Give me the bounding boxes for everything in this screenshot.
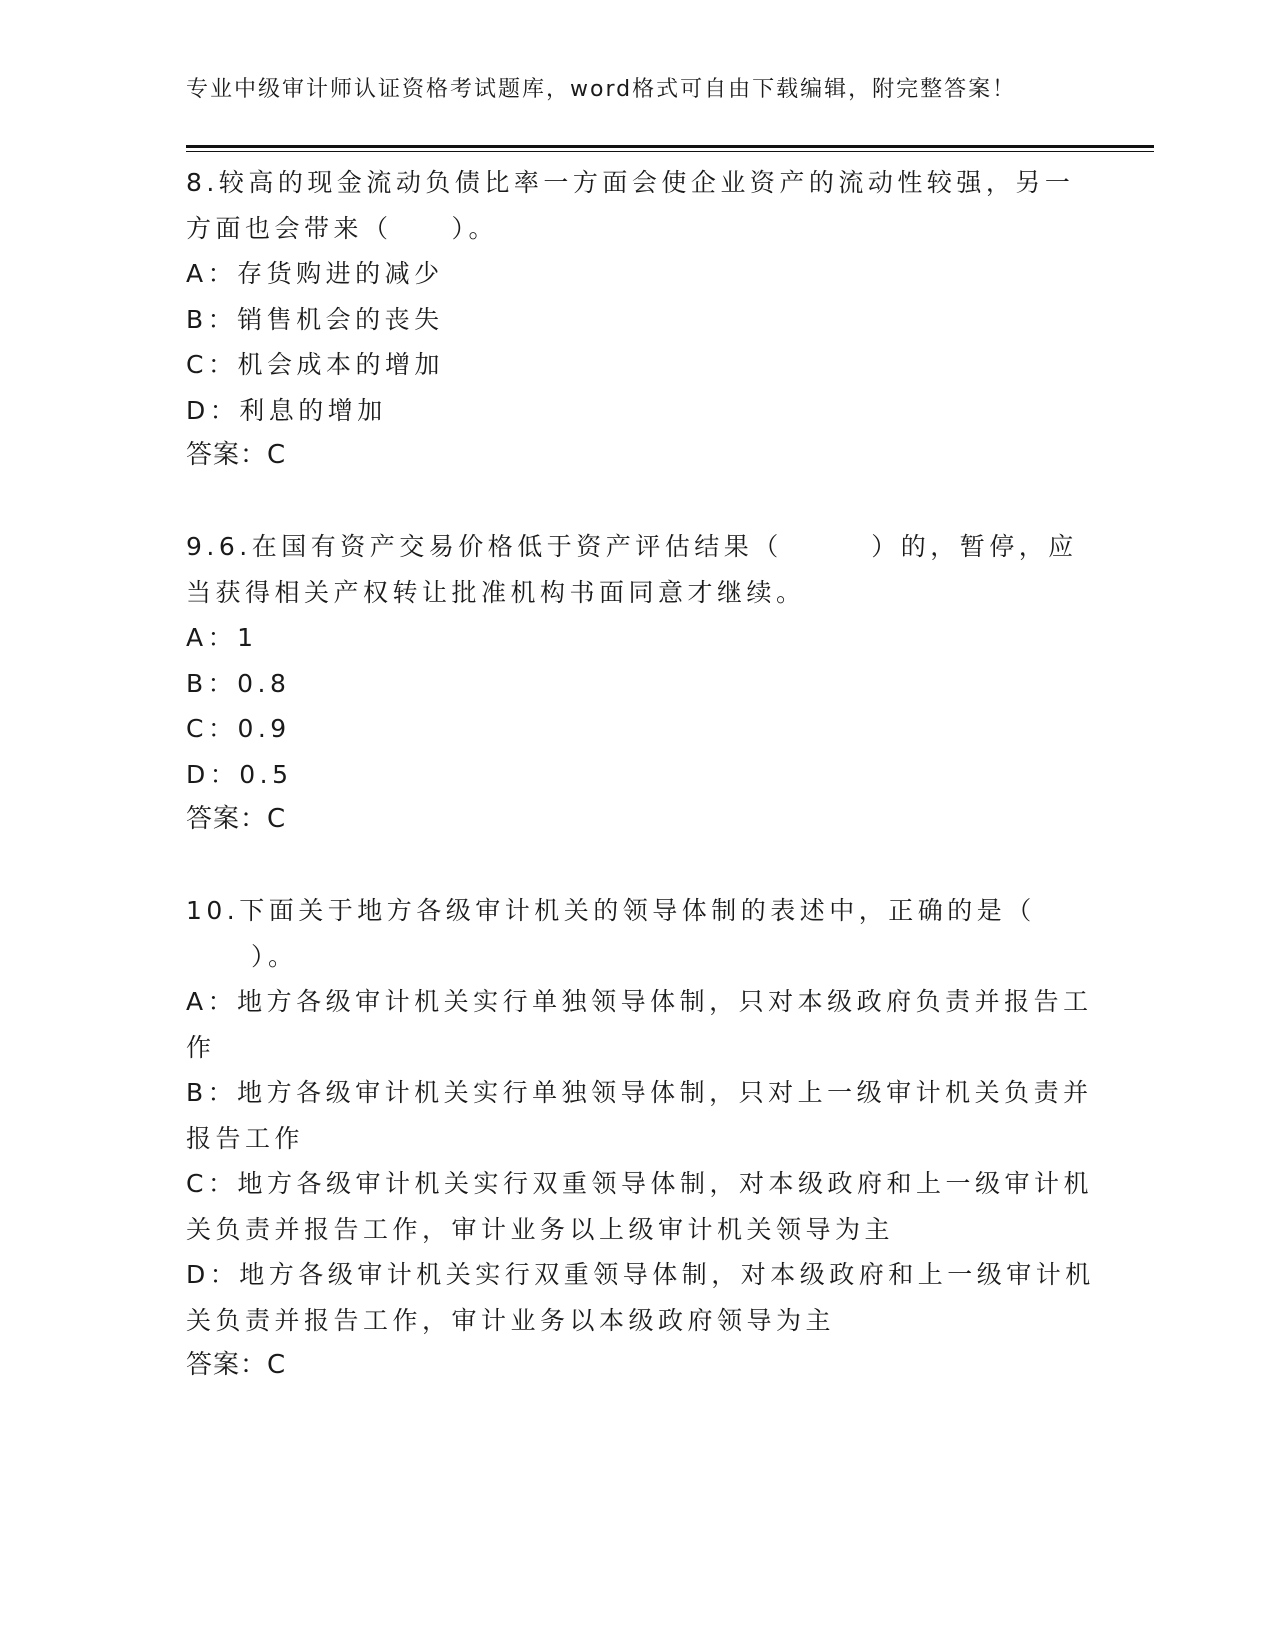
option-d: D：地方各级审计机关实行双重领导体制，对本级政府和上一级审计机 xyxy=(186,1260,1095,1289)
option-a: A：1 xyxy=(186,623,258,652)
option-d: D：利息的增加 xyxy=(186,395,387,425)
option-b: B：销售机会的丧失 xyxy=(186,304,444,334)
header-rule-thick xyxy=(186,145,1154,148)
question-stem-continued: 方面也会带来（ ）。 xyxy=(186,213,499,243)
option-d: D：0.5 xyxy=(186,759,293,789)
question-stem: 10.下面关于地方各级审计机关的领导体制的表述中，正确的是（ xyxy=(186,896,1036,925)
option-b: B：0.8 xyxy=(186,668,291,698)
header-rule-thin xyxy=(186,151,1154,152)
question-stem-continued: 当获得相关产权转让批准机构书面同意才继续。 xyxy=(186,577,806,607)
question-10 xyxy=(186,888,1095,1389)
option-a-continued: 作 xyxy=(186,1032,216,1062)
question-8 xyxy=(186,160,1086,479)
option-a: A：地方各级审计机关实行单独领导体制，只对本级政府负责并报告工 xyxy=(186,987,1093,1016)
option-b: B：地方各级审计机关实行单独领导体制，只对上一级审计机关负责并 xyxy=(186,1078,1093,1107)
question-stem: 9.6.在国有资产交易价格低于资产评估结果（ ）的，暂停，应 xyxy=(186,532,1078,561)
option-a: A：存货购进的减少 xyxy=(186,259,444,288)
option-b-continued: 报告工作 xyxy=(186,1123,305,1153)
answer: 答案：C xyxy=(186,1350,287,1380)
question-list xyxy=(186,160,1095,1389)
option-c-continued: 关负责并报告工作，审计业务以上级审计机关领导为主 xyxy=(186,1214,895,1244)
answer: 答案：C xyxy=(186,440,287,470)
option-c: C：0.9 xyxy=(186,714,291,743)
question-9 xyxy=(186,524,1086,843)
answer: 答案：C xyxy=(186,804,287,834)
question-stem-continued: ）。 xyxy=(251,941,298,971)
option-c: C：地方各级审计机关实行双重领导体制，对本级政府和上一级审计机 xyxy=(186,1169,1093,1198)
option-d-continued: 关负责并报告工作，审计业务以本级政府领导为主 xyxy=(186,1305,836,1335)
option-c: C：机会成本的增加 xyxy=(186,350,444,379)
question-stem: 8.较高的现金流动负债比率一方面会使企业资产的流动性较强，另一 xyxy=(186,168,1075,197)
page-header: 专业中级审计师认证资格考试题库，word格式可自由下载编辑，附完整答案！ xyxy=(186,77,1017,102)
